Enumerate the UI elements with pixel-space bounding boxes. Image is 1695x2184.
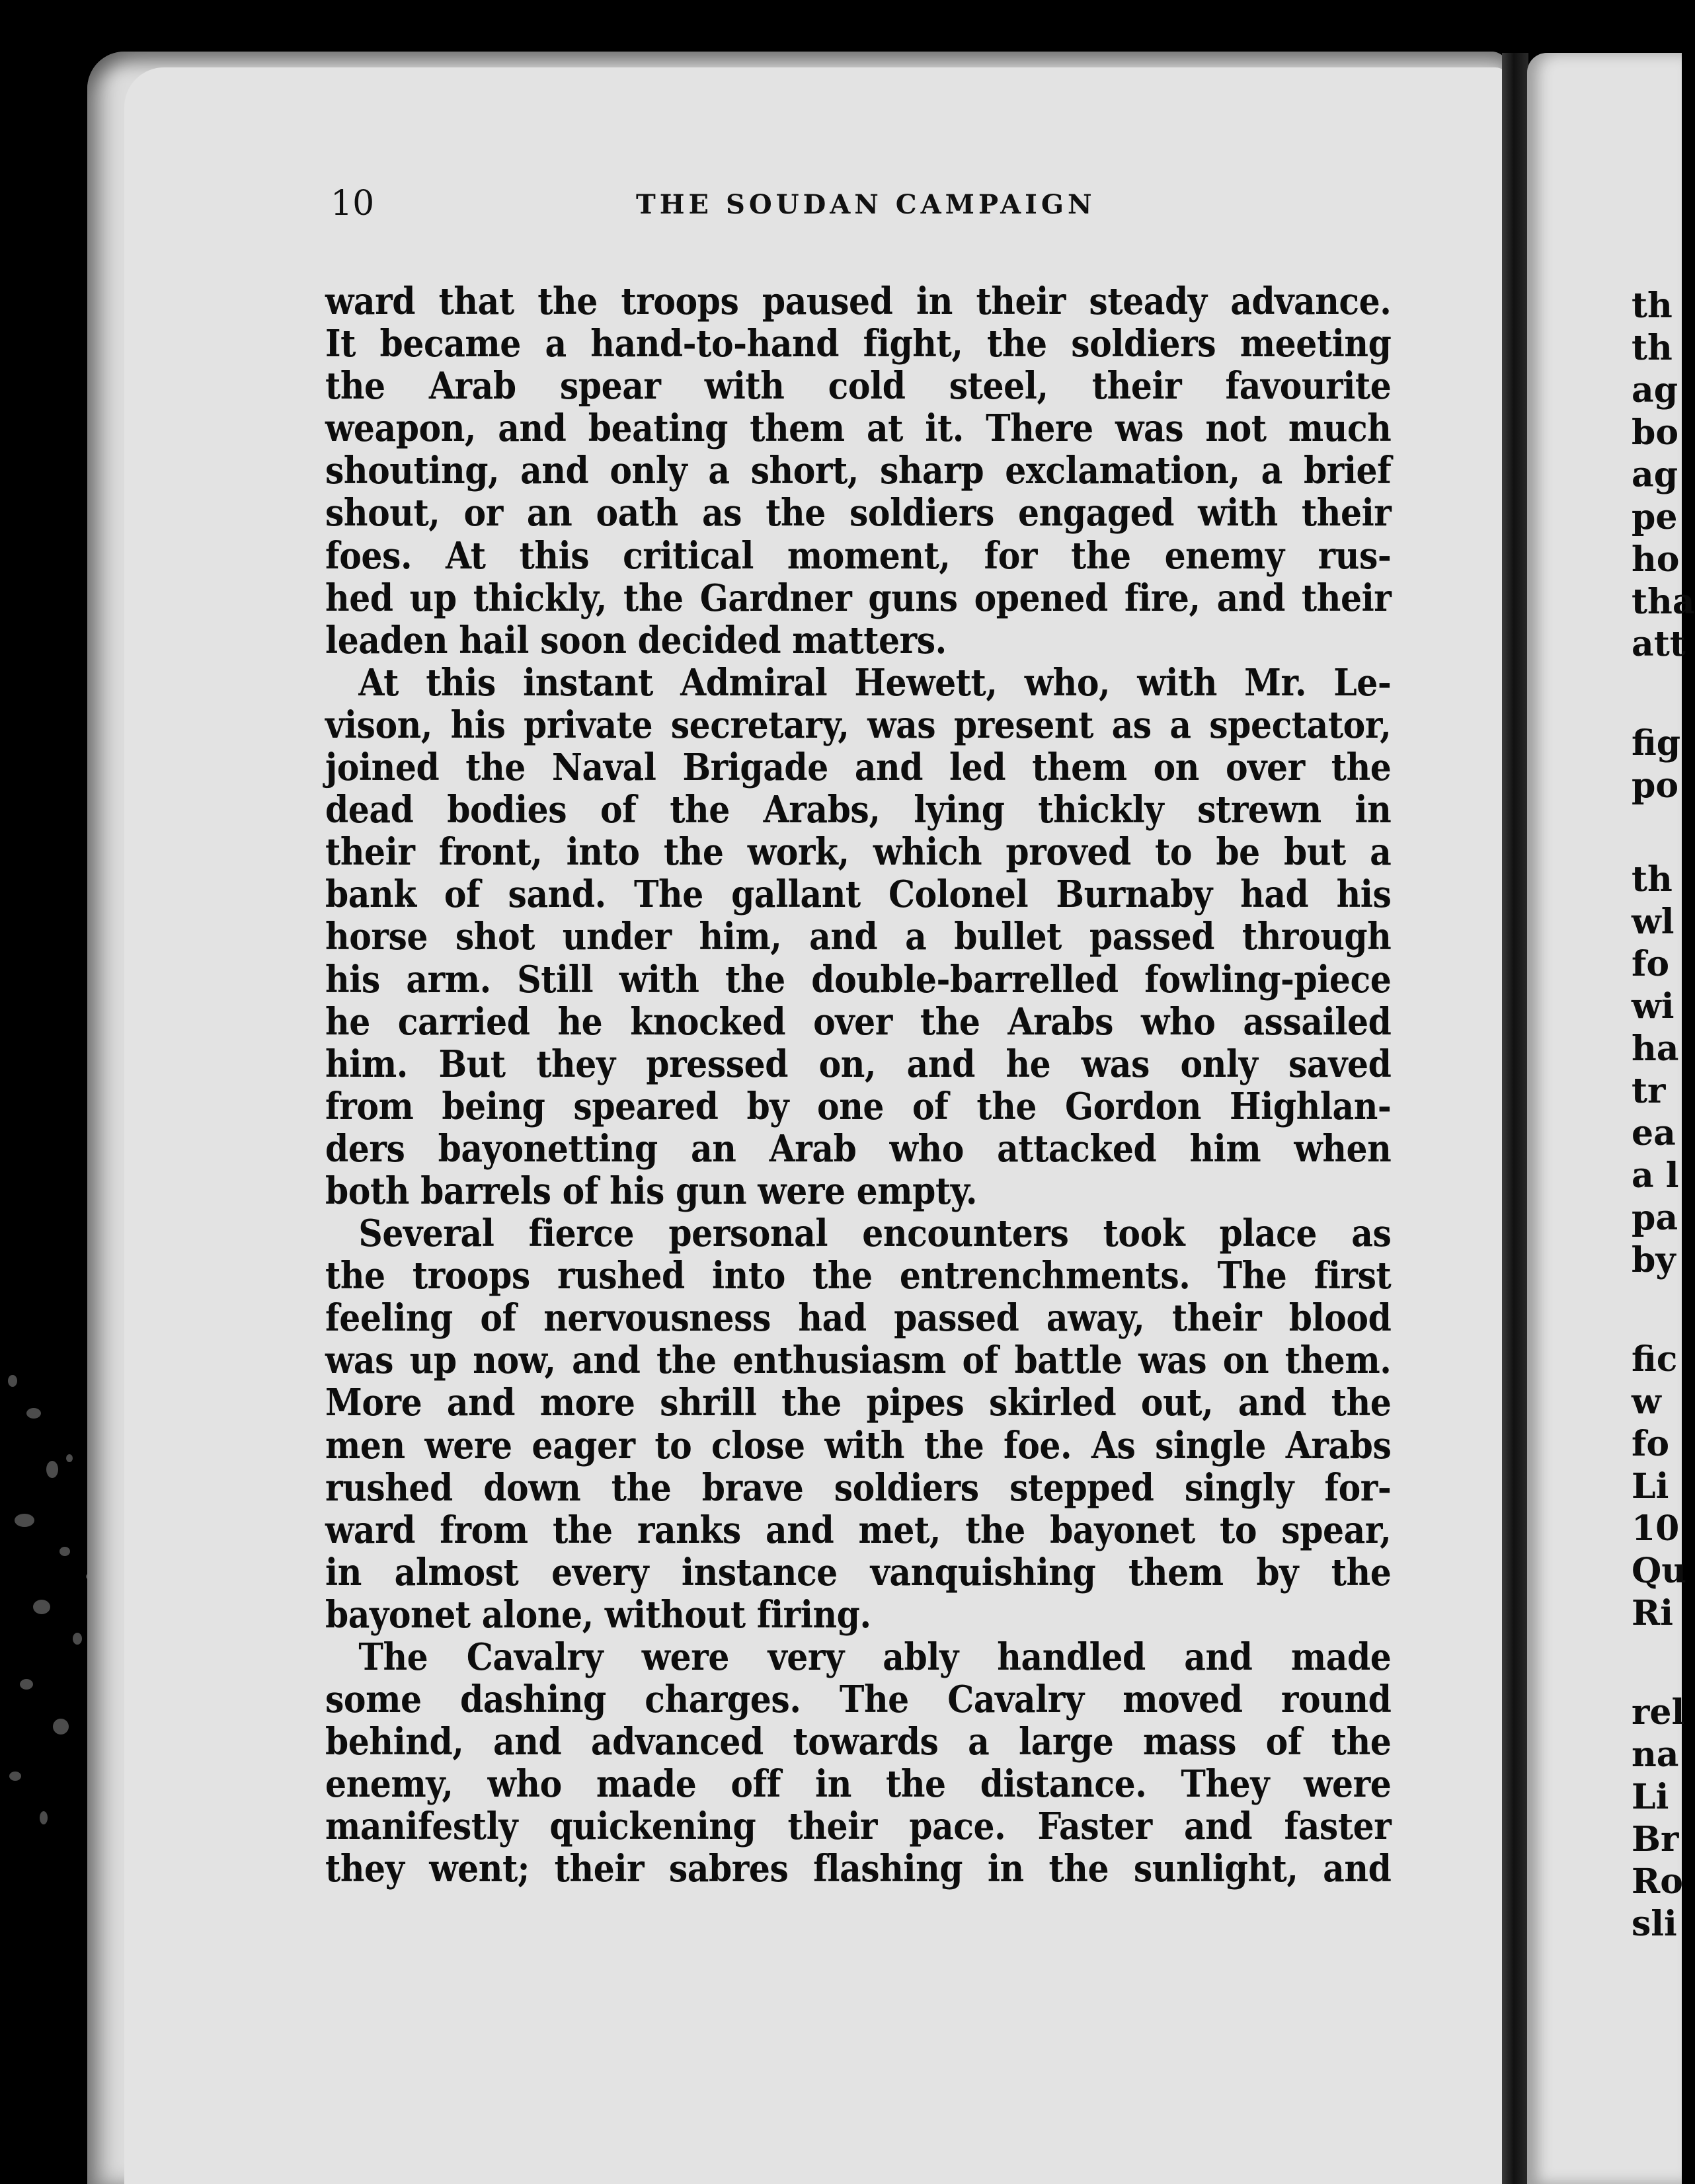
text-line: At this instant Admiral Hewett, who, with Mr. Le-: [358, 660, 1392, 705]
fragment: tr: [1632, 1071, 1666, 1111]
fragment: wi: [1632, 986, 1675, 1027]
fragment: Ro: [1632, 1861, 1683, 1902]
fragment: Li: [1632, 1777, 1669, 1817]
text-line: weapon, and beating them at it. There was not much: [325, 407, 1392, 451]
text-line: feeling of nervousness had passed away, their blood: [325, 1296, 1392, 1341]
text-line: he carried he knocked over the Arabs who assailed: [325, 999, 1392, 1044]
fragment: fic: [1632, 1339, 1678, 1380]
fragment: rel: [1632, 1692, 1685, 1733]
fragment: by: [1632, 1240, 1676, 1280]
fragment: na: [1632, 1735, 1679, 1775]
text-line: was up now, and the enthusiasm of battle was on them.: [325, 1339, 1392, 1383]
text-line: vison, his private secretary, was present as a spectator,: [325, 703, 1392, 747]
text-line: ders bayonetting an Arab who attacked him when: [325, 1126, 1392, 1171]
text-line: the troops rushed into the entrenchments. The first: [325, 1254, 1392, 1298]
fragment: bo: [1632, 412, 1679, 453]
page-header-title: THE SOUDAN CAMPAIGN: [636, 189, 1096, 220]
text-line: bank of sand. The gallant Colonel Burnaby had his: [325, 873, 1392, 917]
text-line: him. But they pressed on, and he was only saved: [325, 1042, 1392, 1086]
text-line: both barrels of his gun were empty.: [325, 1169, 977, 1213]
fragment: fig: [1632, 723, 1681, 763]
text-line: More and more shrill the pipes skirled out, and the: [325, 1381, 1392, 1425]
fragment: th: [1632, 859, 1673, 900]
text-line: men were eager to close with the foe. As single Arabs: [325, 1423, 1392, 1467]
text-line: It became a hand-to-hand fight, the soldiers meeting: [325, 322, 1392, 366]
text-line: shout, or an oath as the soldiers engaged with their: [325, 491, 1392, 535]
text-line: Several fierce personal encounters took place as: [358, 1212, 1392, 1256]
text-line: his arm. Still with the double-barrelled fowling-piece: [325, 957, 1392, 1001]
text-line: shouting, and only a short, sharp exclamation, a brief: [325, 449, 1392, 493]
text-line: hed up thickly, the Gardner guns opened fire, and their: [325, 576, 1392, 620]
fragment: fo: [1632, 1424, 1670, 1464]
fragment: ag: [1632, 370, 1678, 410]
text-line: some dashing charges. The Cavalry moved round: [325, 1678, 1392, 1722]
fragment: att: [1632, 624, 1686, 664]
fragment: po: [1632, 765, 1679, 806]
fragment: 10: [1632, 1508, 1680, 1549]
fragment: w: [1632, 1382, 1661, 1422]
text-line: they went; their sabres flashing in the sunlight, and: [325, 1847, 1392, 1891]
fragment: Qu: [1632, 1551, 1687, 1591]
text-line: horse shot under him, and a bullet passed through: [325, 915, 1392, 959]
fragment: wl: [1632, 902, 1675, 942]
fragment: ho: [1632, 539, 1680, 580]
text-line: bayonet alone, without firing.: [325, 1592, 871, 1637]
text-line: in almost every instance vanquishing them by the: [325, 1550, 1392, 1594]
text-line: joined the Naval Brigade and led them on over the: [325, 746, 1392, 790]
fragment: pa: [1632, 1198, 1678, 1238]
fragment: th: [1632, 328, 1673, 368]
text-line: foes. At this critical moment, for the enemy rus-: [325, 533, 1392, 578]
body-text: [325, 280, 1392, 1891]
text-line: their front, into the work, which proved to be but a: [325, 830, 1392, 875]
text-line: rushed down the brave soldiers stepped singly for-: [325, 1465, 1392, 1510]
fragment: a l: [1632, 1155, 1679, 1196]
fragment: Br: [1632, 1819, 1679, 1859]
fragment: sli: [1632, 1904, 1677, 1944]
fragment: th: [1632, 286, 1673, 326]
text-line: leaden hail soon decided matters.: [325, 618, 947, 662]
fragment: ea: [1632, 1113, 1676, 1153]
fragment: ha: [1632, 1029, 1679, 1069]
fragment: fo: [1632, 944, 1670, 984]
text-line: ward from the ranks and met, the bayonet to spear,: [325, 1508, 1392, 1552]
text-line: enemy, who made off in the distance. They were: [325, 1762, 1392, 1807]
fragment: tha: [1632, 582, 1695, 622]
fragment: ag: [1632, 455, 1678, 495]
text-line: from being speared by one of the Gordon Highlan-: [325, 1084, 1392, 1128]
running-head: [331, 184, 1388, 230]
fragment: Li: [1632, 1466, 1669, 1506]
fragment: Ri: [1632, 1593, 1673, 1633]
text-line: The Cavalry were very ably handled and made: [358, 1635, 1392, 1679]
text-line: ward that the troops paused in their steady advance.: [325, 280, 1392, 323]
text-line: behind, and advanced towards a large mass of the: [325, 1720, 1392, 1764]
text-line: dead bodies of the Arabs, lying thickly strewn in: [325, 788, 1392, 832]
fragment: pe: [1632, 497, 1678, 537]
page-number: 10: [331, 184, 375, 223]
book-gutter: [1502, 53, 1528, 2184]
text-line: the Arab spear with cold steel, their favourite: [325, 364, 1392, 409]
text-line: manifestly quickening their pace. Faster and faster: [325, 1805, 1392, 1849]
